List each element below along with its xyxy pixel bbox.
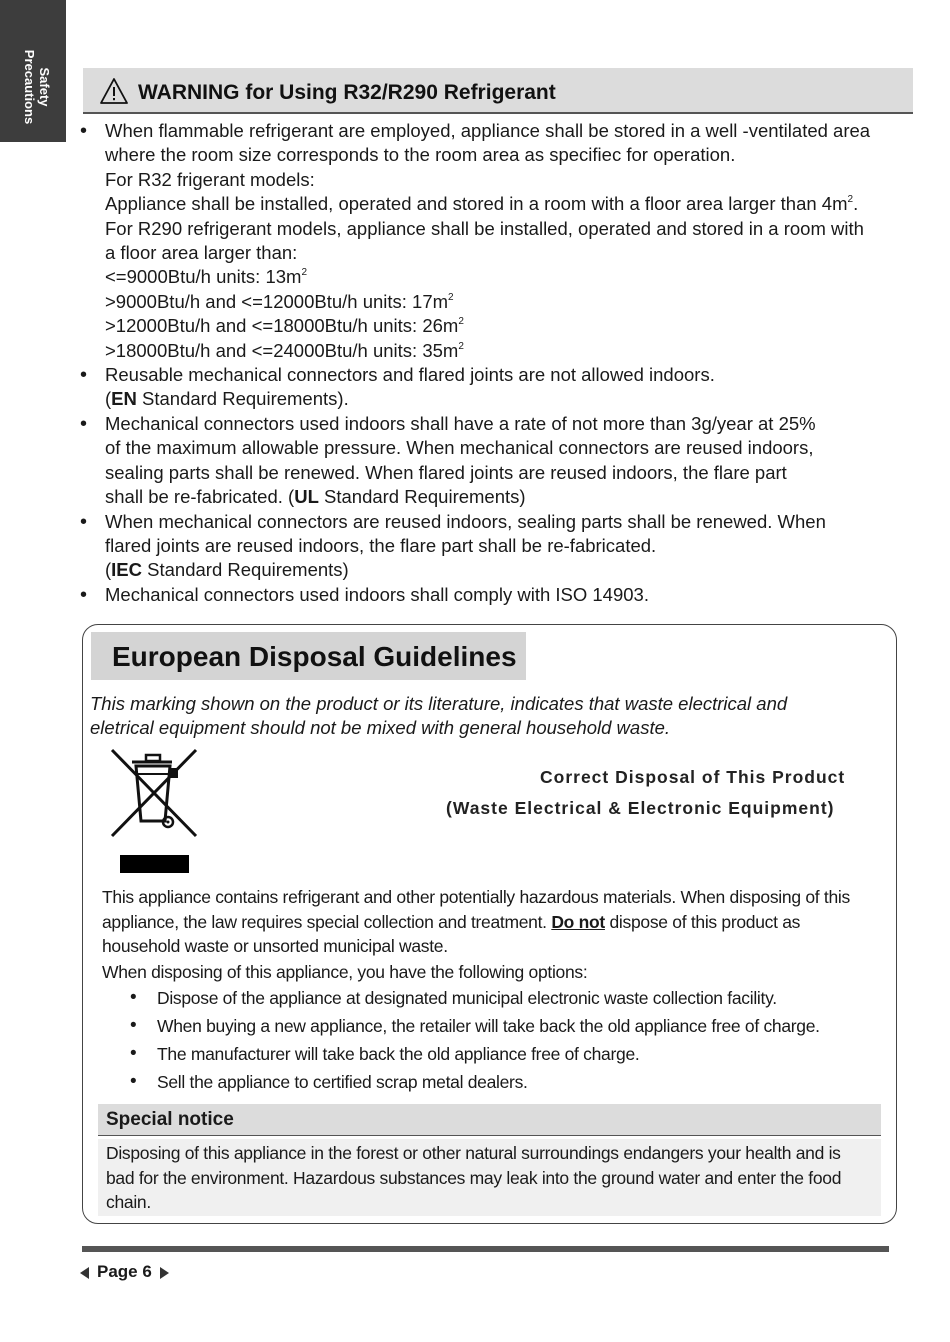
superscript: 2	[448, 291, 454, 303]
side-tab-label	[22, 42, 52, 132]
special-notice-body: Disposing of this appliance in the forest or other natural surroundings endangers your health and is bad for the environment. Hazardous substances may leak into the ground water and enter the food chain.	[98, 1139, 881, 1216]
text-line: flared joints are reused indoors, the flare part shall be re-fabricated.	[105, 534, 657, 556]
text-line: of the maximum allowable pressure. When mechanical connectors are reused indoors,	[105, 437, 814, 459]
standard-name: EN	[111, 388, 137, 410]
options-intro: When disposing of this appliance, you have the following options:	[102, 962, 588, 982]
standard-name: UL	[294, 486, 319, 508]
text-line: • When flammable refrigerant are employed, appliance shall be stored in a well -ventilated area	[105, 120, 871, 141]
options-list	[130, 986, 890, 1098]
r32-text: Appliance shall be installed, operated and stored in a room with a floor area larger than 4m	[105, 193, 848, 215]
superscript: 2	[458, 316, 464, 328]
text-line: a floor area larger than:	[105, 242, 298, 264]
area-text: >9000Btu/h and <=12000Btu/h units: 17m	[105, 290, 449, 312]
warning-bullet-iec	[80, 510, 920, 583]
warning-header	[83, 68, 913, 114]
text-line: • Mechanical connectors used indoors shall comply with ISO 14903.	[105, 583, 649, 605]
text-line-standard	[105, 558, 920, 582]
crossed-out-wheelie-bin-icon	[108, 746, 200, 874]
text-line-area	[105, 290, 920, 314]
text-line-r32	[105, 192, 920, 216]
special-notice-header	[98, 1104, 881, 1136]
text-line: For R290 refrigerant models, appliance shall be installed, operated and stored in a room with	[105, 217, 864, 239]
superscript: 2	[301, 267, 308, 279]
standard-prefix: shall be re-fabricated. (	[105, 486, 295, 508]
warning-bullet-en	[80, 363, 920, 412]
text-line: where the room size corresponds to the room area as specifiec for operation.	[105, 144, 736, 166]
standard-text: Standard Requirements)	[142, 559, 349, 581]
area-text: <=9000Btu/h units: 13m	[105, 266, 302, 288]
superscript: 2	[458, 340, 464, 352]
warning-title: WARNING for Using R32/R290 Refrigerant	[138, 81, 556, 104]
list-item: • Sell the appliance to certified scrap metal dealers.	[130, 1070, 890, 1098]
text-line-standard	[105, 387, 920, 411]
text-line: sealing parts shall be renewed. When flared joints are reused indoors, the flare part	[105, 461, 787, 483]
warning-triangle-icon	[99, 77, 129, 105]
paren: (	[105, 559, 112, 581]
page-number: Page 6	[97, 1262, 152, 1281]
period: .	[853, 193, 859, 215]
area-text: >12000Btu/h and <=18000Btu/h units: 26m	[105, 315, 459, 337]
disposal-title: European Disposal Guidelines	[112, 641, 517, 672]
standard-text: Standard Requirements).	[136, 388, 349, 410]
footer-rule	[82, 1246, 889, 1252]
previous-page-arrow-icon[interactable]	[80, 1267, 89, 1279]
superscript: 2	[847, 194, 854, 206]
next-page-arrow-icon[interactable]	[160, 1267, 169, 1279]
warning-bullet-flammable	[80, 119, 920, 363]
paragraph-text: This appliance contains refrigerant and other potentially hazardous materials. When disposing of this appliance, the law requires special collection and treatment.	[102, 887, 850, 932]
note-line: eletrical equipment should not be mixed with general household waste.	[90, 716, 671, 738]
side-tab-line2: Precautions	[22, 49, 37, 125]
text-line-area	[105, 339, 920, 363]
paren: (	[105, 388, 112, 410]
correct-disposal-title: Correct Disposal of This Product	[540, 767, 846, 787]
list-item: • The manufacturer will take back the old appliance free of charge.	[130, 1042, 890, 1070]
side-tab-line1: Safety	[37, 67, 52, 107]
disposal-paragraph	[102, 885, 882, 959]
text-line: • Mechanical connectors used indoors shall have a rate of not more than 3g/year at 25%	[105, 412, 816, 434]
text-line-area	[105, 314, 920, 338]
list-item: • When buying a new appliance, the retailer will take back the old appliance free of charge.	[130, 1014, 890, 1042]
text-line-area	[105, 265, 920, 289]
special-notice-title: Special notice	[106, 1109, 234, 1130]
disposal-marking-note	[90, 692, 890, 739]
page-footer	[80, 1262, 169, 1282]
area-text: >18000Btu/h and <=24000Btu/h units: 35m	[105, 339, 459, 361]
warning-body	[80, 119, 920, 607]
text-line: • Reusable mechanical connectors and flared joints are not allowed indoors.	[105, 364, 715, 386]
warning-bullet-ul	[80, 412, 920, 510]
note-line: This marking shown on the product or its literature, indicates that waste electrical and	[90, 693, 788, 714]
warning-bullet-iso	[80, 583, 920, 607]
text-line: For R32 frigerant models:	[105, 168, 315, 190]
text-line-standard	[105, 485, 920, 509]
emphasis-do-not: Do not	[551, 911, 605, 932]
text-line: • When mechanical connectors are reused indoors, sealing parts shall be renewed. When	[105, 510, 826, 532]
section-side-tab	[0, 0, 66, 142]
weee-subtitle: (Waste Electrical & Electronic Equipment)	[446, 798, 835, 818]
list-item: • Dispose of the appliance at designated municipal electronic waste collection facility.	[130, 986, 890, 1014]
paragraph-text: dispose of this product as household waste or unsorted municipal waste.	[102, 911, 801, 956]
standard-text: Standard Requirements)	[318, 486, 526, 508]
standard-name: IEC	[111, 559, 143, 581]
